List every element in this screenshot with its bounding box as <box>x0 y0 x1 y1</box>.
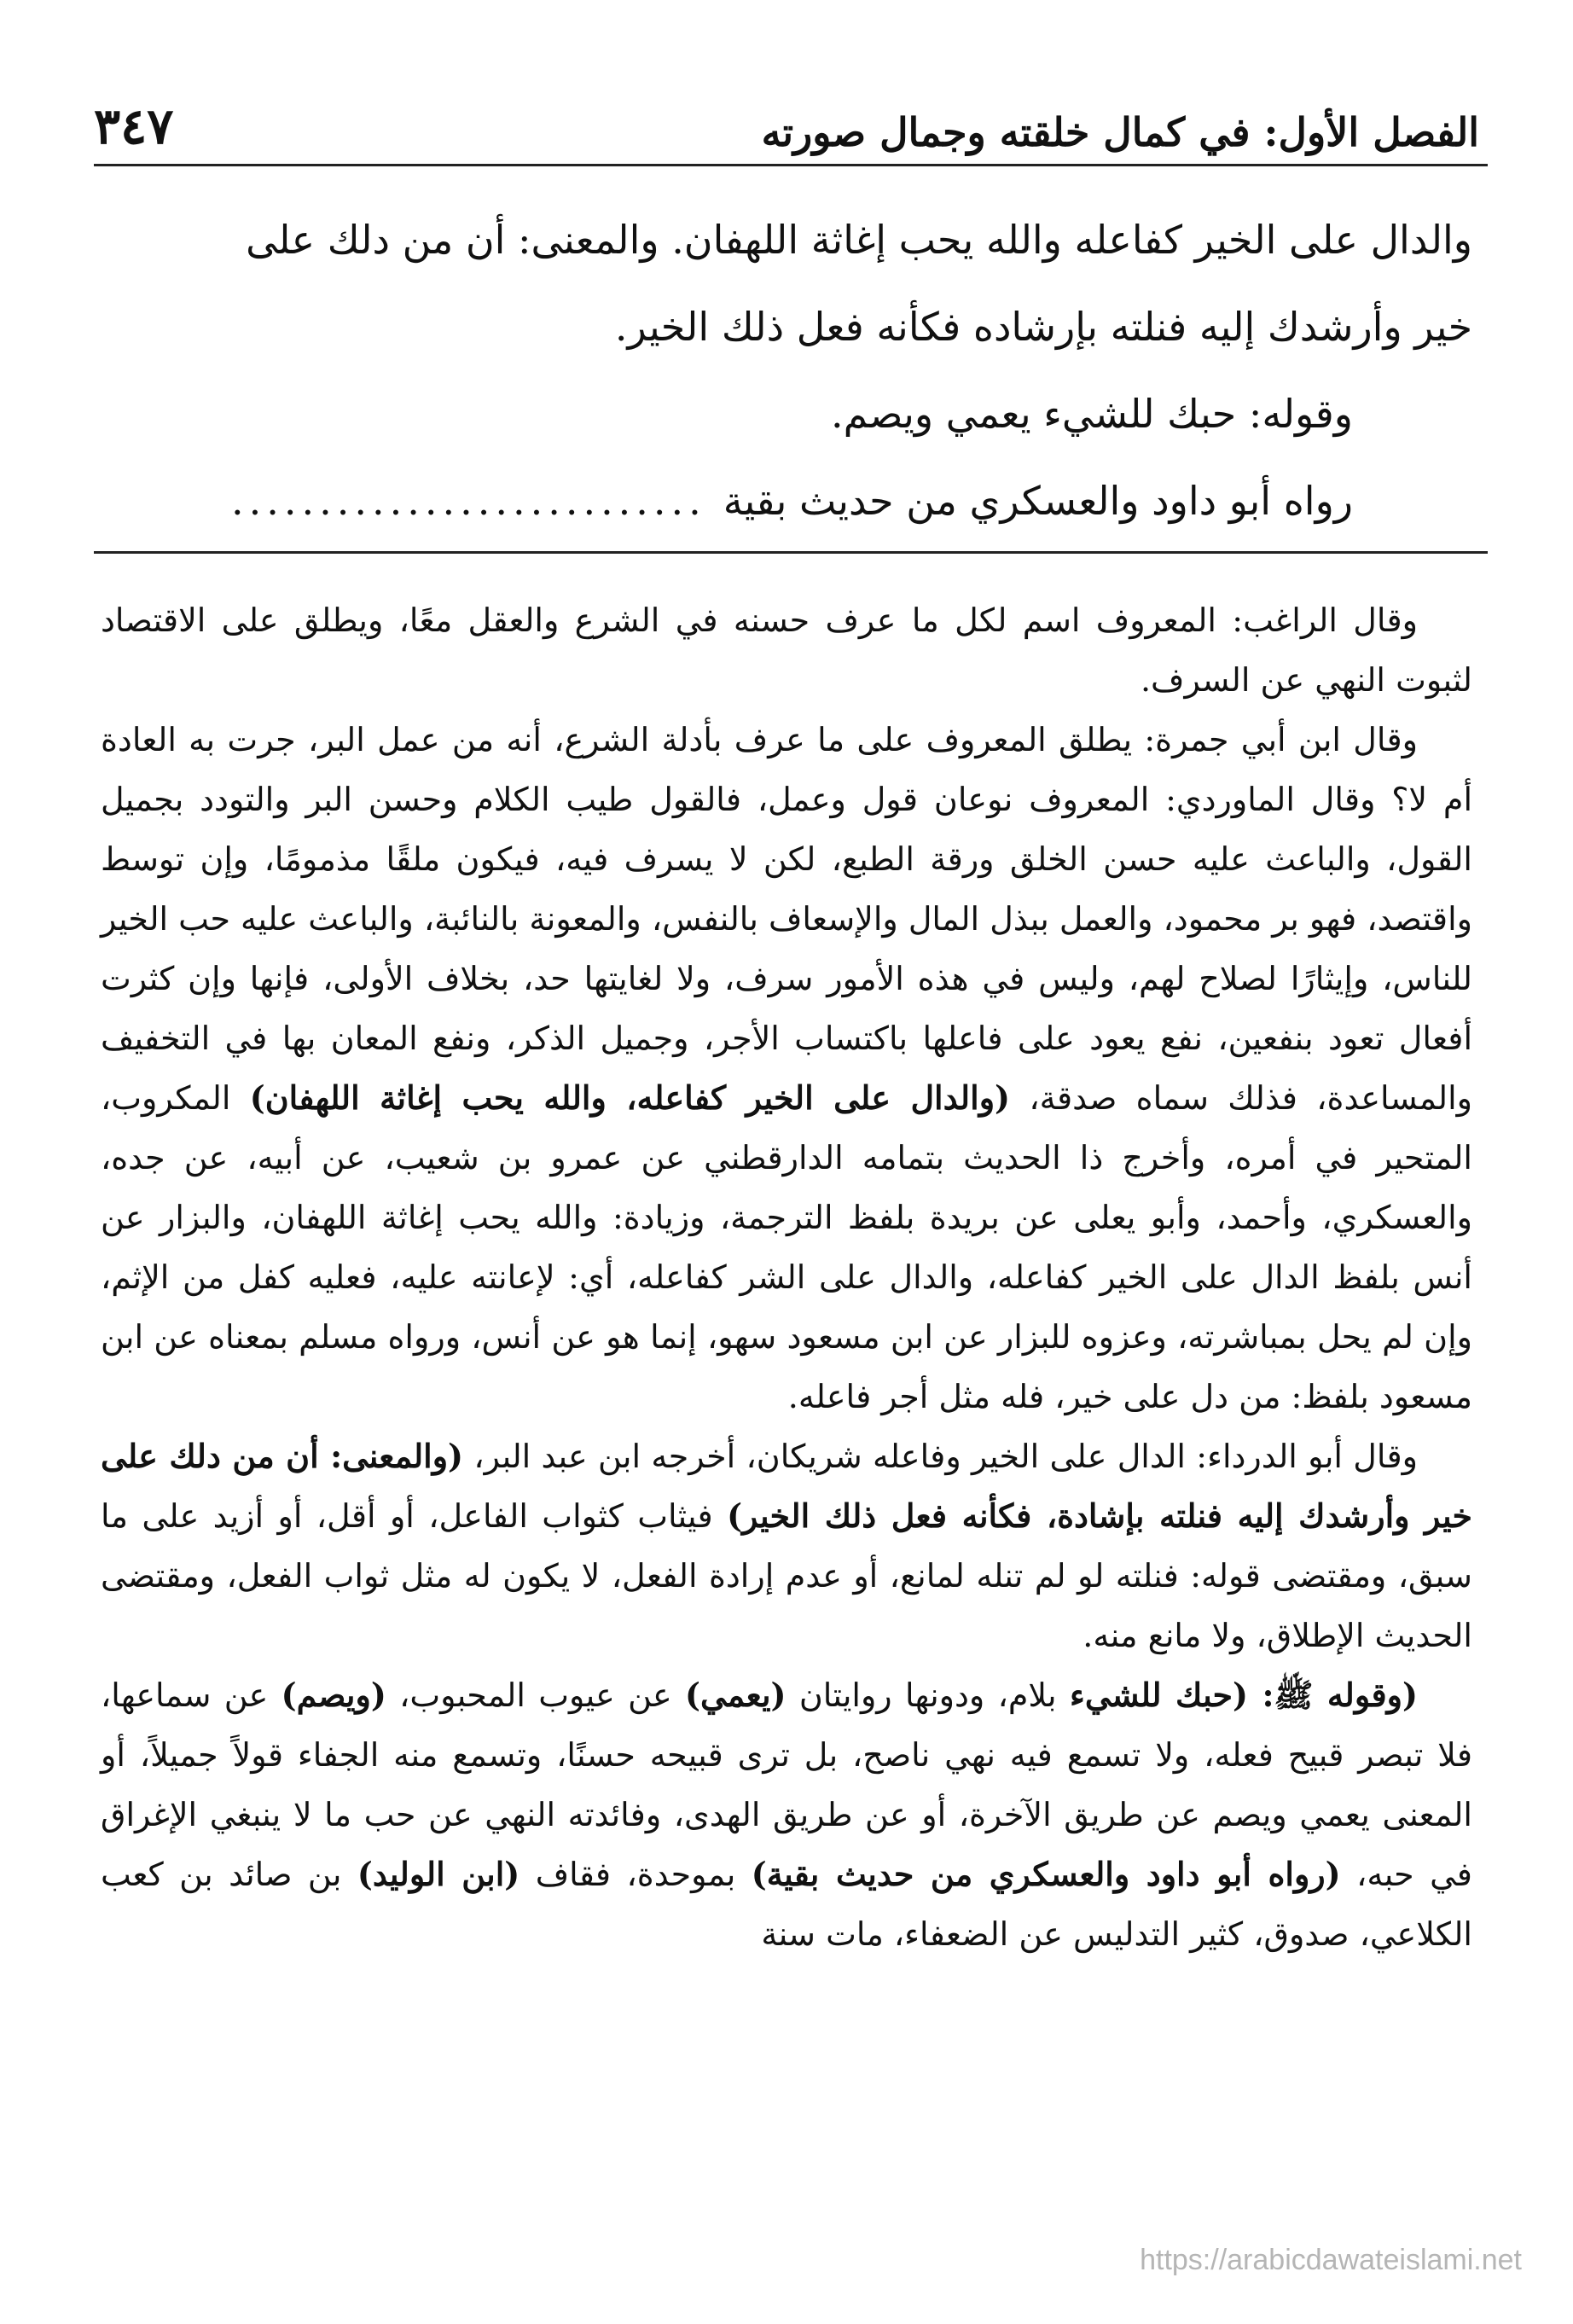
commentary-text: وقال أبو الدرداء: الدال على الخير وفاعله شريكان، أخرجه ابن عبد البر، <box>473 1438 1418 1475</box>
source-watermark: https://arabicdawateislami.net <box>1140 2244 1522 2276</box>
quoted-matn: (ويصم) <box>281 1676 386 1714</box>
running-title: الفصل الأول: في كمال خلقته وجمال صورته <box>761 109 1479 155</box>
matn-line <box>102 457 1472 544</box>
matn-block <box>102 196 1472 544</box>
commentary-text: عن عيوب المحبوب، <box>399 1676 672 1714</box>
page-number: ٣٤٧ <box>94 97 174 155</box>
matn-divider <box>94 551 1488 554</box>
quoted-matn: (وقوله ﷺ: (حبك للشيء <box>1069 1676 1418 1714</box>
quoted-matn: (ابن الوليد) <box>357 1855 520 1893</box>
quoted-matn: (يعمي) <box>685 1676 786 1714</box>
header-divider <box>94 164 1488 166</box>
matn-line: خير وأرشدك إليه فنلته بإرشاده فكأنه فعل ذلك الخير. <box>614 304 1472 350</box>
commentary-paragraph <box>101 710 1472 1426</box>
matn-line: وقوله: حبك للشيء يعمي ويصم. <box>830 391 1353 437</box>
dotted-leader: ........................... <box>231 478 706 524</box>
quoted-matn: (رواه أبو داود والعسكري من حديث بقية) <box>751 1855 1341 1893</box>
commentary-text: عن سماعها، فلا تبصر قبيح فعله، ولا تسمع فيه نهي ناصح، بل ترى قبيحه حسنًا، وتسمع منه الجفاء قولاً جميلاً، أو المعنى يعمي ويصم عن طريق الآخرة، أو عن طريق الهدى، وفائدته النهي عن حب ما لا ينبغي الإغراق في حبه، <box>101 1676 1472 1893</box>
commentary-paragraph: وقال الراغب: المعروف اسم لكل ما عرف حسنه في الشرع والعقل معًا، ويطلق على الاقتصاد لثبوت النهي عن السرف. <box>101 601 1472 699</box>
commentary-text: بن صائد بن كعب الكلاعي، صدوق، كثير التدليس عن الضعفاء، مات سنة <box>101 1856 1472 1953</box>
commentary-text: بموحدة، فقاف <box>535 1856 736 1893</box>
page-header <box>94 78 1479 155</box>
matn-line: والدال على الخير كفاعله والله يحب إغاثة اللهفان. والمعنى: أن من دلك على <box>246 217 1472 263</box>
commentary-text: بلام، ودونها روايتان <box>798 1676 1057 1714</box>
commentary-text: وقال ابن أبي جمرة: يطلق المعروف على ما عرف بأدلة الشرع، أنه من عمل البر، جرت به العادة أم لا؟ وقال الماوردي: المعروف نوعان قول وعمل، فالقول طيب الكلام وحسن البر والتودد بجميل القول، والباعث عليه حسن الخلق ورقة الطبع، لكن لا يسرف فيه، فيكون ملقًا مذمومًا، وإن توسط واقتصد، فهو بر محمود، والعمل ببذل المال والإسعاف بالنفس، والمعونة بالنائبة، والباعث عليه حب الخير للناس، وإيثارًا لصلاح لهم، وليس في هذه الأمور سرف، ولا لغايتها حد، بخلاف الأولى، فإنها وإن كثرت أفعال تعود بنفعين، نفع يعود على فاعلها باكتساب الأجر، وجميل الذكر، ونفع المعان بها في التخفيف والمساعدة، فذلك سماه صدقة، <box>101 721 1472 1117</box>
quoted-matn: (والمعنى: أن من دلك على خير وأرشدك إليه فنلته بإشادة، فكأنه فعل ذلك الخير) <box>101 1437 1472 1535</box>
commentary-paragraph <box>101 1426 1472 1665</box>
matn-line-text: رواه أبو داود والعسكري من حديث بقية <box>723 478 1353 524</box>
commentary-text: المكروب، المتحير في أمره، وأخرج ذا الحديث بتمامه الدارقطني عن عمرو بن شعيب، عن أبيه، عن جده، والعسكري، وأحمد، وأبو يعلى عن بريدة بلفظ الترجمة، وزيادة: والله يحب إغاثة اللهفان، والبزار عن أنس بلفظ الدال على الخير كفاعله، والدال على الشر كفاعله، أي: لإعانته عليه، فعليه كفل من الإثم، وإن لم يحل بمباشرته، وعزوه للبزار عن ابن مسعود سهو، إنما هو عن أنس، ورواه مسلم بمعناه عن ابن مسعود بلفظ: من دل على خير، فله مثل أجر فاعله. <box>101 1079 1472 1415</box>
commentary-paragraph <box>101 1665 1472 1964</box>
commentary-block <box>101 590 1472 1964</box>
quoted-matn: (والدال على الخير كفاعله، والله يحب إغاثة اللهفان) <box>249 1078 1011 1117</box>
commentary-text: فيثاب كثواب الفاعل، أو أقل، أو أزيد على ما سبق، ومقتضى قوله: فنلته لو لم تنله لمانع، أو عدم إرادة الفعل، لا يكون له مثل ثواب الفعل، ومقتضى الحديث الإطلاق، ولا مانع منه. <box>101 1497 1472 1654</box>
